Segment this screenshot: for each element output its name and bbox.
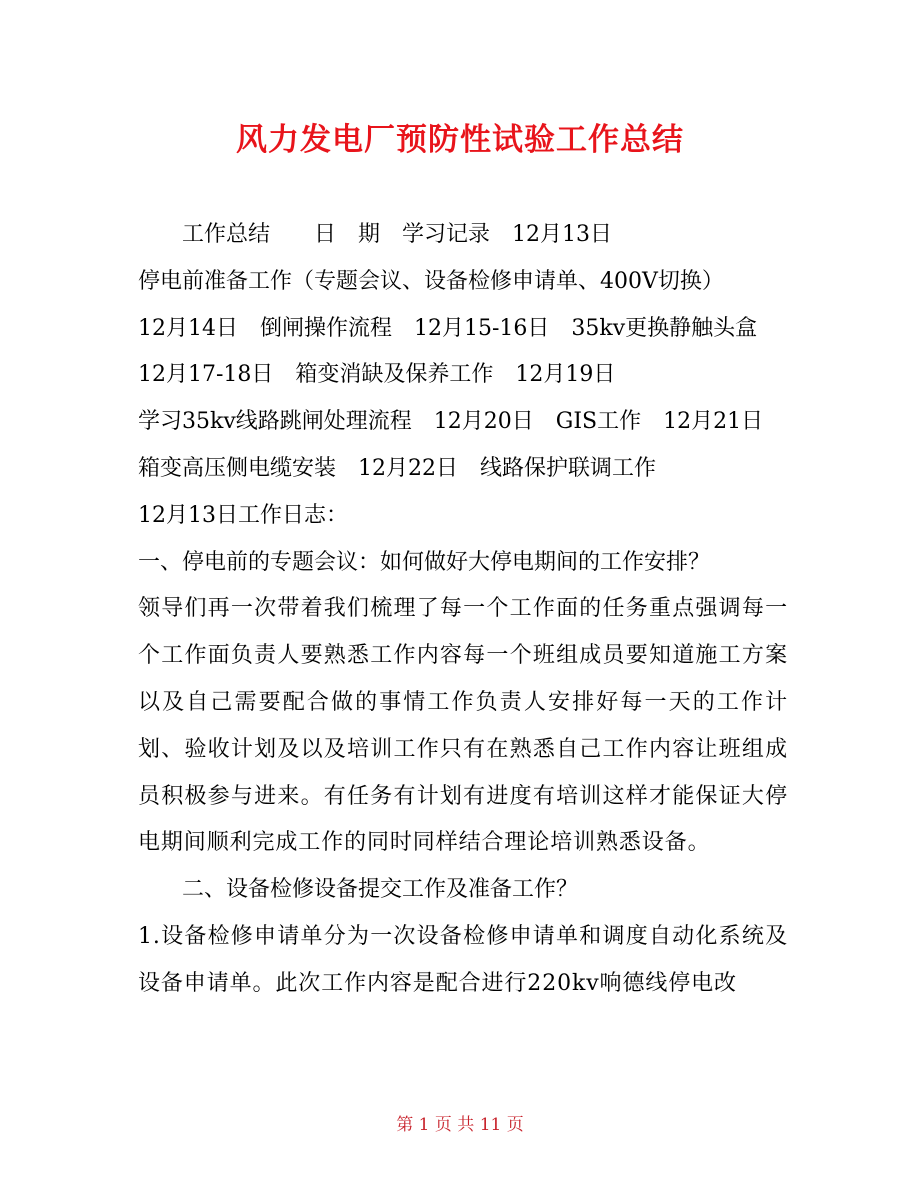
text-line: 工作总结 日 期 学习记录 12月13日 — [182, 222, 612, 247]
text-line: 12月14日 倒闸操作流程 12月15-16日 35kv更换静触头盒 — [138, 315, 758, 341]
document-title: 风力发电厂预防性试验工作总结 — [236, 122, 684, 158]
document-body — [138, 212, 788, 1008]
body-paragraph: 领导们再一次带着我们梳理了每一个工作面的任务重点强调每一个工作面负责人要熟悉工作内容每一个班组成员要知道施工方案以及自己需要配合做的事情工作负责人安排好每一天的工作计划、验收计划及以及培训工作只有在熟悉自己工作内容让班组成员积极参与进来。有任务有计划有进度有培训这样才能保证大停电期间顺利完成工作的同时同样结合理论培训熟悉设备。 — [138, 596, 788, 856]
text-line: 12月17-18日 箱变消缺及保养工作 12月19日 — [138, 362, 616, 388]
text-line: 箱变高压侧电缆安装 12月22日 线路保护联调工作 — [138, 455, 656, 481]
text-line: 学习35kv线路跳闸处理流程 12月20日 GIS工作 12月21日 — [138, 409, 764, 435]
page-footer: 第 1 页 共 11 页 — [396, 1115, 524, 1135]
body-paragraph: 1.设备检修申请单分为一次设备检修申请单和调度自动化系统及设备申请单。此次工作内容是配合进行220kv响德线停电改 — [138, 923, 788, 996]
text-line: 12月13日工作日志： — [138, 502, 348, 528]
section-heading: 一、停电前的专题会议：如何做好大停电期间的工作安排？ — [138, 549, 711, 575]
section-heading: 二、设备检修设备提交工作及准备工作？ — [182, 877, 579, 903]
text-line: 停电前准备工作（专题会议、设备检修申请单、400V切换） — [138, 268, 724, 294]
